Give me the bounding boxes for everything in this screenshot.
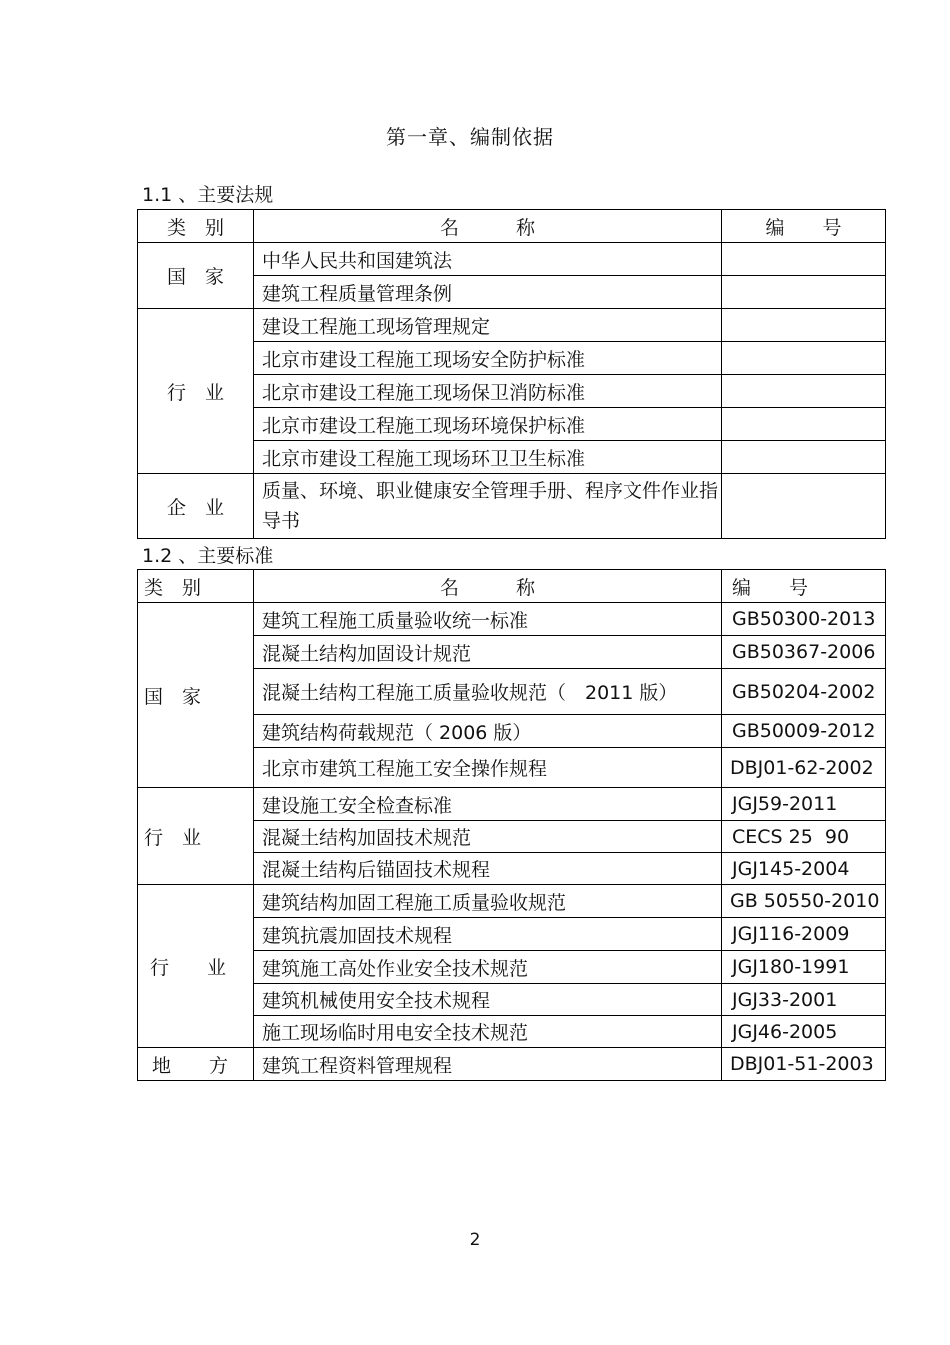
code-cell [722, 408, 886, 441]
name-cell: 建筑结构荷载规范（ 2006 版） [254, 715, 722, 748]
table-row [138, 474, 886, 539]
header-code: 编 号 [722, 210, 886, 243]
code-cell [722, 441, 886, 474]
name-cell: 混凝土结构工程施工质量验收规范（ 2011 版） [254, 669, 722, 715]
name-cell: 中华人民共和国建筑法 [254, 243, 722, 276]
name-cell: 建筑结构加固工程施工质量验收规范 [254, 885, 722, 918]
code-cell [722, 309, 886, 342]
table-row [138, 885, 886, 918]
category-cell: 行 业 [138, 788, 254, 885]
name-cell: 施工现场临时用电安全技术规范 [254, 1016, 722, 1048]
table-header-row [138, 210, 886, 243]
table-row [138, 243, 886, 276]
name-cell: 北京市建设工程施工现场环卫卫生标准 [254, 441, 722, 474]
name-cell: 质量、环境、职业健康安全管理手册、程序文件作业指导书 [254, 474, 722, 539]
name-cell: 北京市建设工程施工现场安全防护标准 [254, 342, 722, 375]
code-cell: GB50009-2012 [722, 715, 886, 748]
name-cell: 建筑工程施工质量验收统一标准 [254, 603, 722, 636]
table-row [138, 1048, 886, 1081]
header-code: 编 号 [722, 570, 886, 603]
header-category: 类 别 [138, 210, 254, 243]
table-row [138, 309, 886, 342]
name-cell: 北京市建筑工程施工安全操作规程 [254, 748, 722, 788]
code-cell: DBJ01-62-2002 [722, 748, 886, 788]
code-cell [722, 474, 886, 539]
name-cell: 建筑施工高处作业安全技术规范 [254, 951, 722, 984]
name-cell: 混凝土结构加固设计规范 [254, 636, 722, 669]
category-cell: 地 方 [138, 1048, 254, 1081]
code-cell [722, 276, 886, 309]
name-cell: 建设施工安全检查标准 [254, 788, 722, 821]
code-cell: GB50300-2013 [722, 603, 886, 636]
code-cell: GB50204-2002 [722, 669, 886, 715]
name-cell: 建筑机械使用安全技术规程 [254, 984, 722, 1016]
name-cell: 混凝土结构后锚固技术规程 [254, 853, 722, 885]
name-cell: 建筑工程质量管理条例 [254, 276, 722, 309]
code-cell: JGJ46-2005 [722, 1016, 886, 1048]
name-cell: 建筑抗震加固技术规程 [254, 918, 722, 951]
name-cell: 混凝土结构加固技术规范 [254, 821, 722, 853]
page-number: 2 [469, 1230, 481, 1250]
name-cell: 建筑工程资料管理规程 [254, 1048, 722, 1081]
name-cell: 北京市建设工程施工现场环境保护标准 [254, 408, 722, 441]
table-row [138, 788, 886, 821]
code-cell [722, 375, 886, 408]
code-cell [722, 342, 886, 375]
header-category: 类 别 [138, 570, 254, 603]
standards-table [137, 569, 886, 1081]
code-cell: CECS 25 90 [722, 821, 886, 853]
name-cell: 北京市建设工程施工现场保卫消防标准 [254, 375, 722, 408]
regulations-table [137, 209, 886, 539]
code-cell: JGJ59-2011 [722, 788, 886, 821]
chapter-title: 第一章、编制依据 [386, 125, 554, 149]
code-cell: JGJ33-2001 [722, 984, 886, 1016]
category-cell: 企 业 [138, 474, 254, 539]
header-name: 名 称 [254, 570, 722, 603]
name-cell: 建设工程施工现场管理规定 [254, 309, 722, 342]
code-cell: JGJ180-1991 [722, 951, 886, 984]
section-heading-standards: 1.2 、主要标准 [142, 545, 274, 567]
category-cell: 行 业 [138, 885, 254, 1048]
category-cell: 国 家 [138, 243, 254, 309]
table-header-row [138, 570, 886, 603]
header-name: 名 称 [254, 210, 722, 243]
code-cell: GB 50550-2010 [722, 885, 886, 918]
code-cell: JGJ116-2009 [722, 918, 886, 951]
code-cell: GB50367-2006 [722, 636, 886, 669]
code-cell [722, 243, 886, 276]
code-cell: DBJ01-51-2003 [722, 1048, 886, 1081]
code-cell: JGJ145-2004 [722, 853, 886, 885]
section-heading-regulations: 1.1 、主要法规 [142, 184, 274, 206]
table-row [138, 603, 886, 636]
category-cell: 国 家 [138, 603, 254, 788]
category-cell: 行 业 [138, 309, 254, 474]
